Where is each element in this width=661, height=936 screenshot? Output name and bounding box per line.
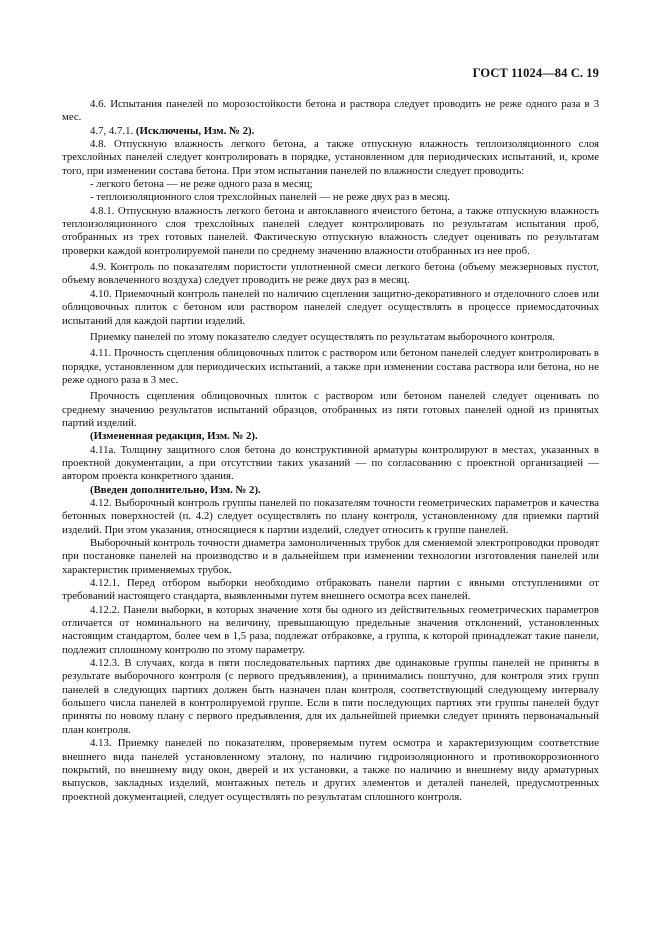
paragraph-4-12-tubes: Выборочный контроль точности диаметра замоноличенных трубок для сменяемой электропроводки проводят при постановке панелей на производство и в дальнейшем при изменении технологии изготовления панелей или характеристик применяемых трубок. (62, 537, 599, 576)
paragraph-4-12-2: 4.12.2. Панели выборки, в которых значение хотя бы одного из действительных геометрических параметров отличается от номинального на величину, превышающую предельные значения отклонений, установленных настоящим стандартом, более чем в 1,5 раза, подлежат отбраковке, а группа, к которой принадлежат такие панели, подлежит сплошному контролю по этому параметру. (62, 603, 599, 656)
paragraph-4-8-1: 4.8.1. Отпускную влажность легкого бетона и автоклавного ячеистого бетона, а также отпускную влажность теплоизоляционного слоя трехслойных панелей следует контролировать по результатам испытания проб, отобранных из трех готовых панелей. Фактическую отпускную влажность следует оценивать по результатам проверки каждой контролируемой панели по среднему значению влажности отобранных из нее проб. (62, 204, 599, 257)
page-header: ГОСТ 11024—84 С. 19 (472, 66, 599, 80)
paragraph-4-7-note: (Исключены, Изм. № 2). (135, 124, 255, 137)
paragraph-4-7 (62, 125, 599, 138)
paragraph-4-10-acceptance: Приемку панелей по этому показателю следует осуществлять по результатам выборочного контроля. (90, 330, 555, 343)
paragraph-4-11: 4.11. Прочность сцепления облицовочных плиток с раствором или бетоном панелей следует контролировать в порядке, установленном для периодических испытаний, а также при изменении состава раствора или бетона, но не реже одного раза в 3 мес. (62, 347, 599, 386)
document-body (62, 98, 599, 804)
revision-note-text: (Измененная редакция, Изм. № 2). (90, 430, 258, 443)
paragraph-4-10: 4.10. Приемочный контроль панелей по наличию сцепления защитно-декоративного и отделочного слоев или облицовочных плиток с бетоном или раствором панелей следует осуществлять в процессе приемосдаточных испытаний для каждой партии изделий. (62, 287, 599, 327)
added-note-text: (Введен дополнительно, Изм. № 2). (90, 483, 261, 496)
paragraph-4-7-number: 4.7, 4.7.1. (90, 124, 136, 137)
paragraph-4-12-3: 4.12.3. В случаях, когда в пяти последовательных партиях две одинаковые группы панелей не приняты в результате выборочного контроля (с первого предъявления), а принимались поштучно, для контроля этих групп панелей в следующих партиях должен быть назначен план контроля, соответствующий следующему интервалу большего числа панелей в контролируемой группе. Если в пяти последующих партиях эти группы панелей будут приняты по новому плану с первого предъявления, для их дальнейшей приемки следует принять первоначальный план контроля. (62, 657, 599, 736)
list-item-light-concrete: - легкого бетона — не реже одного раза в месяц; (62, 178, 599, 191)
paragraph-4-11-strength: Прочность сцепления облицовочных плиток с раствором или бетоном панелей следует оценивать по среднему значению результатов испытаний образцов, отобранных из пяти готовых панелей одной из принятых партий изделий. (62, 390, 599, 429)
paragraph-4-11-revision-note (62, 430, 599, 443)
paragraph-4-9: 4.9. Контроль по показателям пористости уплотненной смеси легкого бетона (объему межзерновых пустот, объему вовлеченного воздуха) следует проводить не реже двух раз в месяц. (62, 261, 599, 287)
paragraph-4-11a: 4.11а. Толщину защитного слоя бетона до конструктивной арматуры контролируют в местах, указанных в проектной документации, а при отсутствии таких указаний — по согласованию с проектной организацией — автором проекта конкретного здания. (62, 443, 599, 483)
paragraph-4-13: 4.13. Приемку панелей по показателям, проверяемым путем осмотра и характеризующим соответствие внешнего вида панелей установленному эталону, по наличию гидроизоляционного и противокоррозионного покрытий, по внешнему виду окон, дверей и их установки, а также по наличию и внешнему виду арматурных выпусков, закладных изделий, монтажных петель и других элементов и деталей панелей, предусмотренных проектной документацией, следует осуществлять по результатам сплошного контроля. (62, 737, 599, 803)
paragraph-4-8: 4.8. Отпускную влажность легкого бетона, а также отпускную влажность теплоизоляционного слоя трехслойных панелей следует контролировать в порядке, установленном для периодических испытаний, и, кроме того, при изменении состава бетона. При этом испытания панелей по влажности следует проводить: (62, 138, 599, 177)
paragraph-4-6: 4.6. Испытания панелей по морозостойкости бетона и раствора следует проводить не реже одного раза в 3 мес. (62, 98, 599, 124)
paragraph-4-12: 4.12. Выборочный контроль группы панелей по показателям точности геометрических параметров и качества бетонных поверхностей (п. 4.2) следует осуществлять по плану контроля, установленному для приемки партий изделий. При этом указания, относящиеся к партии изделий, следует относить к группе панелей. (62, 496, 599, 536)
list-item-insulation-layer: - теплоизоляционного слоя трехслойных панелей — не реже двух раз в месяц. (62, 191, 599, 204)
paragraph-4-11a-added-note (62, 484, 599, 497)
paragraph-4-12-1: 4.12.1. Перед отбором выборки необходимо отбраковать панели партии с явными отступлениями от требований настоящего стандарта, выявленными путем внешнего осмотра всех панелей. (62, 577, 599, 603)
